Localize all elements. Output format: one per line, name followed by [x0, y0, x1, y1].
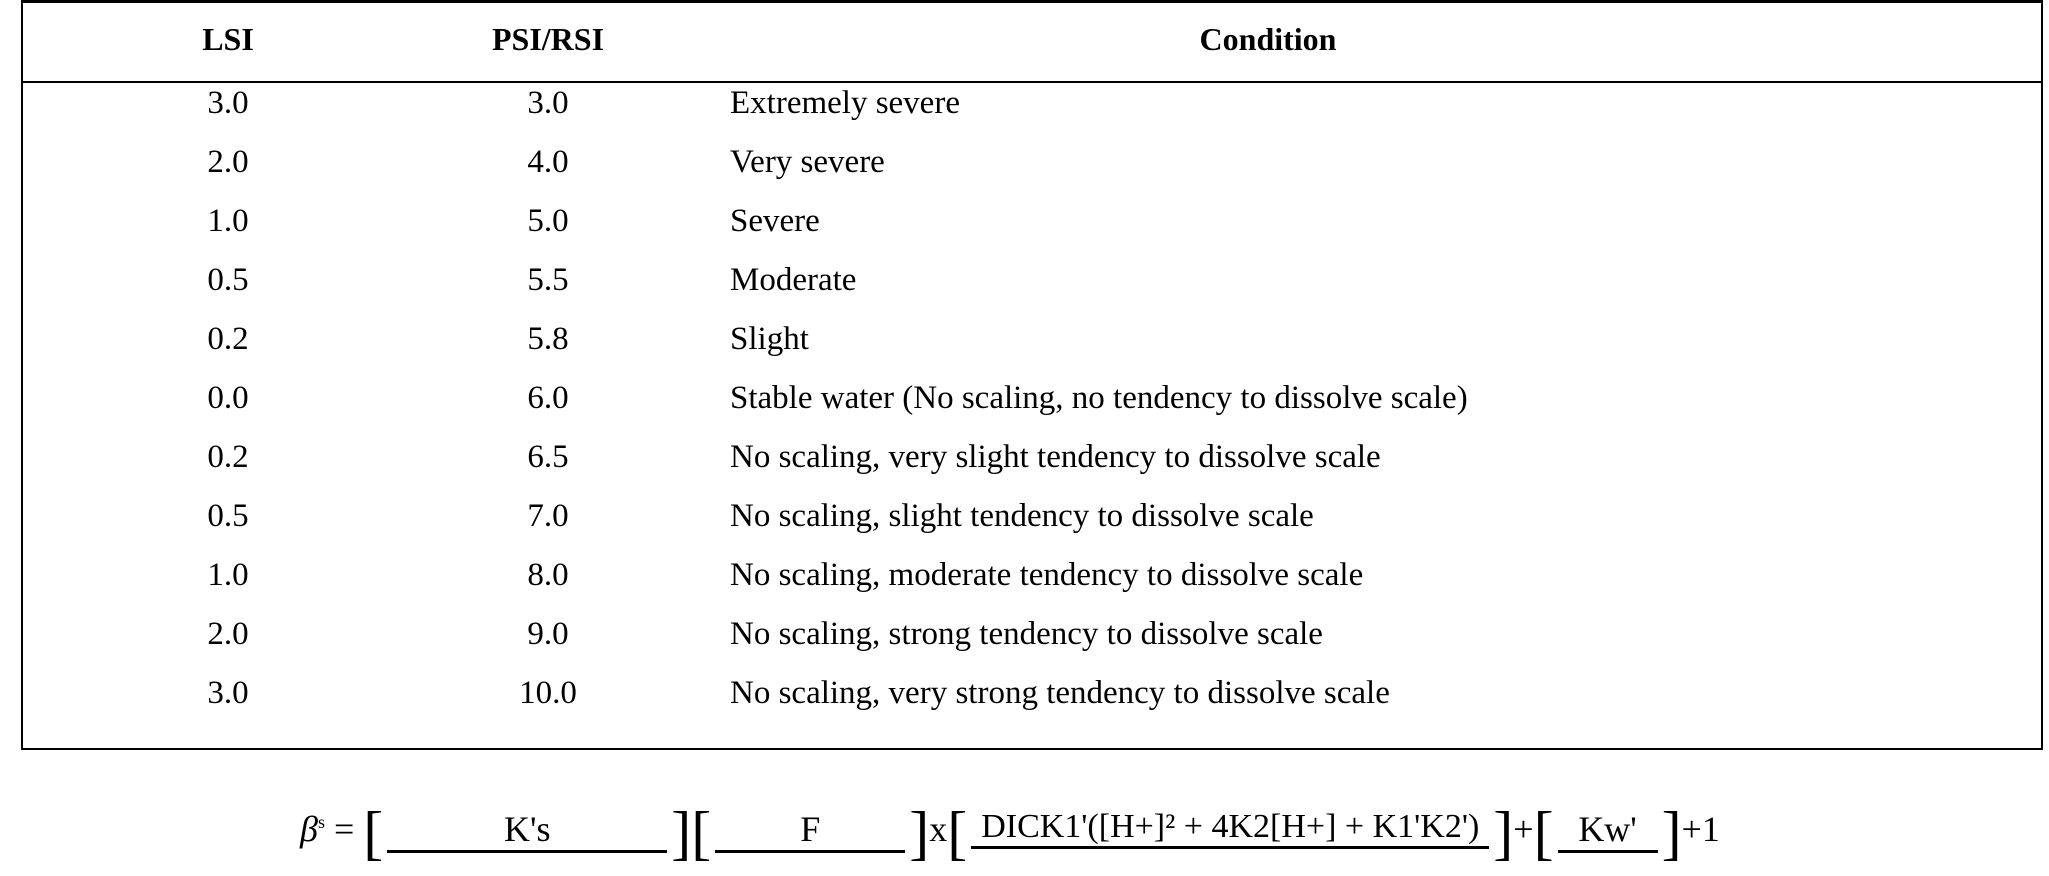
table-row [23, 557, 2041, 616]
cell-condition: No scaling, moderate tendency to dissolve scale [730, 557, 1364, 593]
eq-term1: K's [387, 808, 667, 853]
table-row [23, 616, 2041, 675]
cell-lsi: 0.5 [207, 262, 249, 298]
cell-lsi: 2.0 [207, 616, 249, 652]
table-row [23, 439, 2041, 498]
cell-psi-rsi: 10.0 [519, 675, 577, 711]
cell-lsi: 0.2 [207, 439, 249, 475]
table-row [23, 262, 2041, 321]
header-condition: Condition [1199, 21, 1337, 57]
cell-condition: Moderate [730, 262, 857, 298]
cell-condition: No scaling, strong tendency to dissolve scale [730, 616, 1323, 652]
cell-psi-rsi: 6.0 [527, 380, 569, 416]
cell-lsi: 2.0 [207, 144, 249, 180]
table-row [23, 203, 2041, 262]
table-row [23, 380, 2041, 439]
cell-psi-rsi: 7.0 [527, 498, 569, 534]
eq-term4: Kw' [1558, 808, 1658, 853]
cell-condition: No scaling, very strong tendency to dissolve scale [730, 675, 1390, 711]
cell-psi-rsi: 5.0 [527, 203, 569, 239]
cell-lsi: 0.0 [207, 380, 249, 416]
cell-psi-rsi: 5.5 [527, 262, 569, 298]
cell-psi-rsi: 3.0 [527, 85, 569, 121]
header-lsi: LSI [202, 21, 254, 57]
scaling-index-table [21, 0, 2043, 750]
table-header [23, 3, 2041, 83]
eq-equals: = [333, 809, 355, 849]
cell-lsi: 0.2 [207, 321, 249, 357]
cell-condition: Stable water (No scaling, no tendency to dissolve scale) [730, 380, 1468, 416]
cell-psi-rsi: 6.5 [527, 439, 569, 475]
table-row [23, 321, 2041, 380]
cell-psi-rsi: 8.0 [527, 557, 569, 593]
table-row [23, 144, 2041, 203]
table-row [23, 675, 2041, 734]
table-row [23, 85, 2041, 144]
cell-lsi: 0.5 [207, 498, 249, 534]
cell-condition: No scaling, slight tendency to dissolve scale [730, 498, 1314, 534]
cell-lsi: 3.0 [207, 85, 249, 121]
saturation-equation: $\beta^s$ = [ K's ][ F ]x[ DICK1'([H+]² + 4K2[H+] + K1'K2') ]+[ Kw' ]+1 [300, 800, 1720, 866]
cell-condition: No scaling, very slight tendency to dissolve scale [730, 439, 1381, 475]
eq-plus: + [1513, 809, 1534, 849]
cell-condition: Slight [730, 321, 809, 357]
cell-psi-rsi: 9.0 [527, 616, 569, 652]
table-row [23, 498, 2041, 557]
cell-condition: Extremely severe [730, 85, 960, 121]
cell-psi-rsi: 4.0 [527, 144, 569, 180]
eq-term3: DICK1'([H+]² + 4K2[H+] + K1'K2') [971, 808, 1489, 849]
eq-times: x [929, 809, 948, 849]
eq-term2: F [715, 808, 905, 853]
eq-tail: +1 [1681, 809, 1720, 849]
cell-lsi: 1.0 [207, 203, 249, 239]
header-psi-rsi: PSI/RSI [491, 21, 605, 57]
cell-lsi: 1.0 [207, 557, 249, 593]
cell-condition: Very severe [730, 144, 885, 180]
cell-lsi: 3.0 [207, 675, 249, 711]
cell-condition: Severe [730, 203, 820, 239]
eq-lhs: β [300, 809, 318, 849]
eq-lhs-sup: s [317, 812, 325, 832]
cell-psi-rsi: 5.8 [527, 321, 569, 357]
